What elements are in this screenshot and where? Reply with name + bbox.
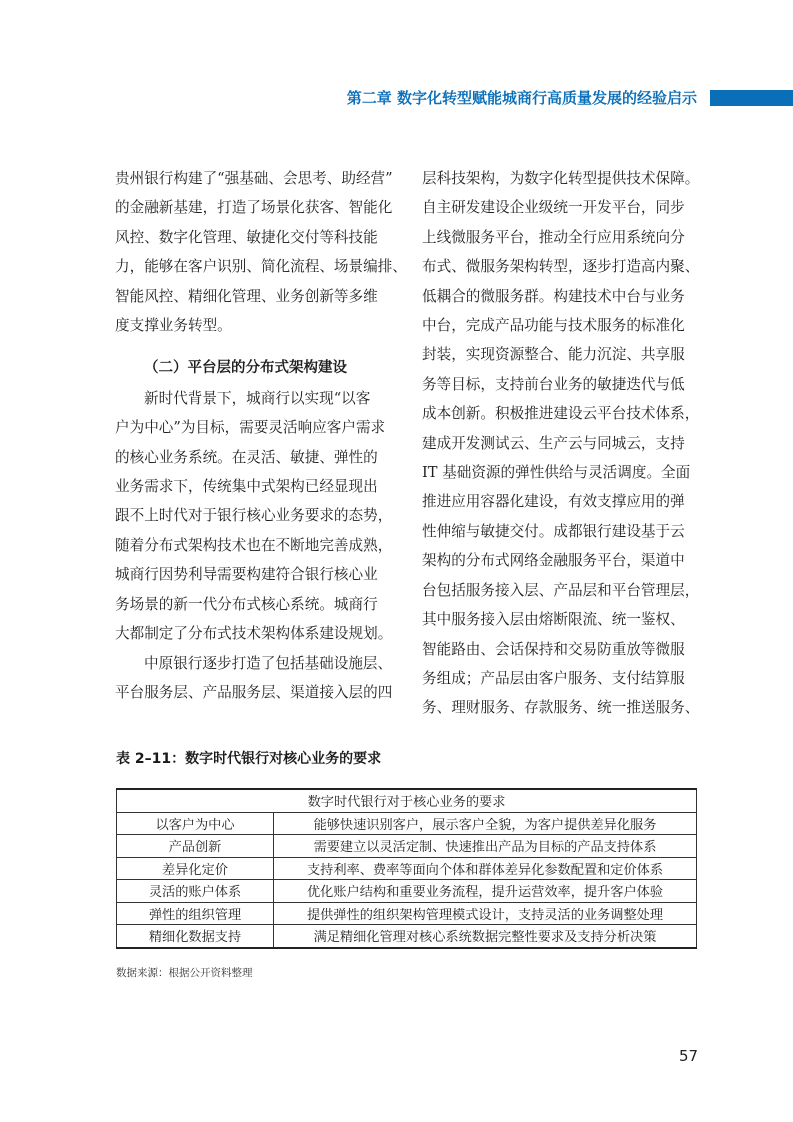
text-line: 度支撑业务转型。 [115, 317, 232, 335]
text-line: 新时代背景下，城商行以实现“以客 [144, 389, 371, 407]
text-line: 业务需求下，传统集中式架构已经显现出 [115, 478, 378, 496]
text-line: 布式、微服务架构转型，逐步打造高内聚、 [422, 258, 700, 276]
requirements-table [116, 788, 697, 949]
text-line: 务场景的新一代分布式核心系统。城商行 [115, 595, 378, 613]
text-line: 户为中心”为目标，需要灵活响应客户需求 [115, 419, 386, 437]
data-source-note: 数据来源：根据公开资料整理 [116, 967, 253, 979]
table-cell-desc: 能够快速识别客户，展示客户全貌，为客户提供差异化服务 [274, 812, 697, 835]
text-line: 层科技架构，为数字化转型提供技术保障。 [422, 170, 700, 187]
text-line: 台包括服务接入层、产品层和平台管理层， [422, 581, 700, 599]
text-line: 智能风控、精细化管理、业务创新等多维 [115, 287, 378, 305]
text-line: 中原银行逐步打造了包括基础设施层、 [144, 654, 393, 672]
text-line: 建成开发测试云、生产云与同城云，支持 [422, 434, 685, 452]
text-line: 性伸缩与敏捷交付。成都银行建设基于云 [422, 522, 685, 540]
text-line: 的核心业务系统。在灵活、敏捷、弹性的 [115, 448, 378, 466]
header-accent-bar [710, 90, 793, 106]
table-row [117, 835, 697, 858]
table-cell-item: 差异化定价 [117, 857, 274, 880]
text-line: IT 基础资源的弹性供给与灵活调度。全面 [422, 464, 691, 482]
text-line: 平台服务层、产品服务层、渠道接入层的四 [115, 683, 393, 701]
table-row [117, 857, 697, 880]
table-title: 表 2–11：数字时代银行对核心业务的要求 [116, 751, 382, 767]
text-line: 上线微服务平台，推动全行应用系统向分 [422, 228, 685, 246]
text-line: 大都制定了分布式技术架构体系建设规划。 [115, 625, 393, 643]
page-number: 57 [679, 1047, 699, 1065]
text-line: 务等目标，支持前台业务的敏捷迭代与低 [422, 375, 685, 393]
table-cell-item: 灵活的账户体系 [117, 880, 274, 903]
text-line: 力，能够在客户识别、简化流程、场景编排、 [115, 258, 407, 276]
table-cell-item: 以客户为中心 [117, 812, 274, 835]
table-row [117, 880, 697, 903]
right-column [422, 164, 699, 723]
text-line: 跟不上时代对于银行核心业务要求的态势， [115, 507, 393, 525]
table-cell-desc: 提供弹性的组织架构管理模式设计，支持灵活的业务调整处理 [274, 902, 697, 925]
text-line: 封装，实现资源整合、能力沉淀、共享服 [422, 346, 685, 364]
table-row [117, 902, 697, 925]
left-column [115, 164, 407, 707]
text-line: 智能路由、会话保持和交易防重放等微服 [422, 640, 685, 658]
table-row [117, 812, 697, 835]
chapter-header-title: 第二章 数字化转型赋能城商行高质量发展的经验启示 [346, 89, 697, 107]
table-cell-item: 产品创新 [117, 835, 274, 858]
table-header-row [117, 789, 697, 812]
table-cell-desc: 满足精细化管理对核心系统数据完整性要求及支持分析决策 [274, 925, 697, 948]
table-cell-desc: 优化账户结构和重要业务流程，提升运营效率，提升客户体验 [274, 880, 697, 903]
table-cell-desc: 需要建立以灵活定制、快速推出产品为目标的产品支持体系 [274, 835, 697, 858]
text-line: 其中服务接入层由熔断限流、统一鉴权、 [422, 611, 685, 629]
text-line: 务组成；产品层由客户服务、支付结算服 [422, 669, 685, 687]
text-line: 的金融新基建，打造了场景化获客、智能化 [115, 199, 393, 217]
table-cell-desc: 支持利率、费率等面向个体和群体差异化参数配置和定价体系 [274, 857, 697, 880]
text-line: 务、理财服务、存款服务、统一推送服务、 [422, 699, 700, 717]
text-line: 随着分布式架构技术也在不断地完善成熟， [115, 536, 393, 554]
text-line: 成本创新。积极推进建设云平台技术体系， [422, 405, 700, 423]
text-line: 中台，完成产品功能与技术服务的标准化 [422, 317, 685, 335]
section-heading: （二）平台层的分布式架构建设 [144, 360, 347, 377]
text-line: 自主研发建设企业级统一开发平台，同步 [422, 199, 685, 217]
text-line: 城商行因势利导需要构建符合银行核心业 [115, 566, 378, 584]
table-cell-item: 弹性的组织管理 [117, 902, 274, 925]
table-cell-item: 精细化数据支持 [117, 925, 274, 948]
text-line: 风控、数字化管理、敏捷化交付等科技能 [115, 228, 378, 246]
text-line: 架构的分布式网络金融服务平台，渠道中 [422, 552, 685, 570]
table-header: 数字时代银行对于核心业务的要求 [117, 789, 697, 812]
text-line: 贵州银行构建了“强基础、会思考、助经营” [115, 170, 393, 187]
table-row [117, 925, 697, 948]
text-line: 低耦合的微服务群。构建技术中台与业务 [422, 287, 685, 305]
text-line: 推进应用容器化建设，有效支撑应用的弹 [422, 493, 685, 511]
